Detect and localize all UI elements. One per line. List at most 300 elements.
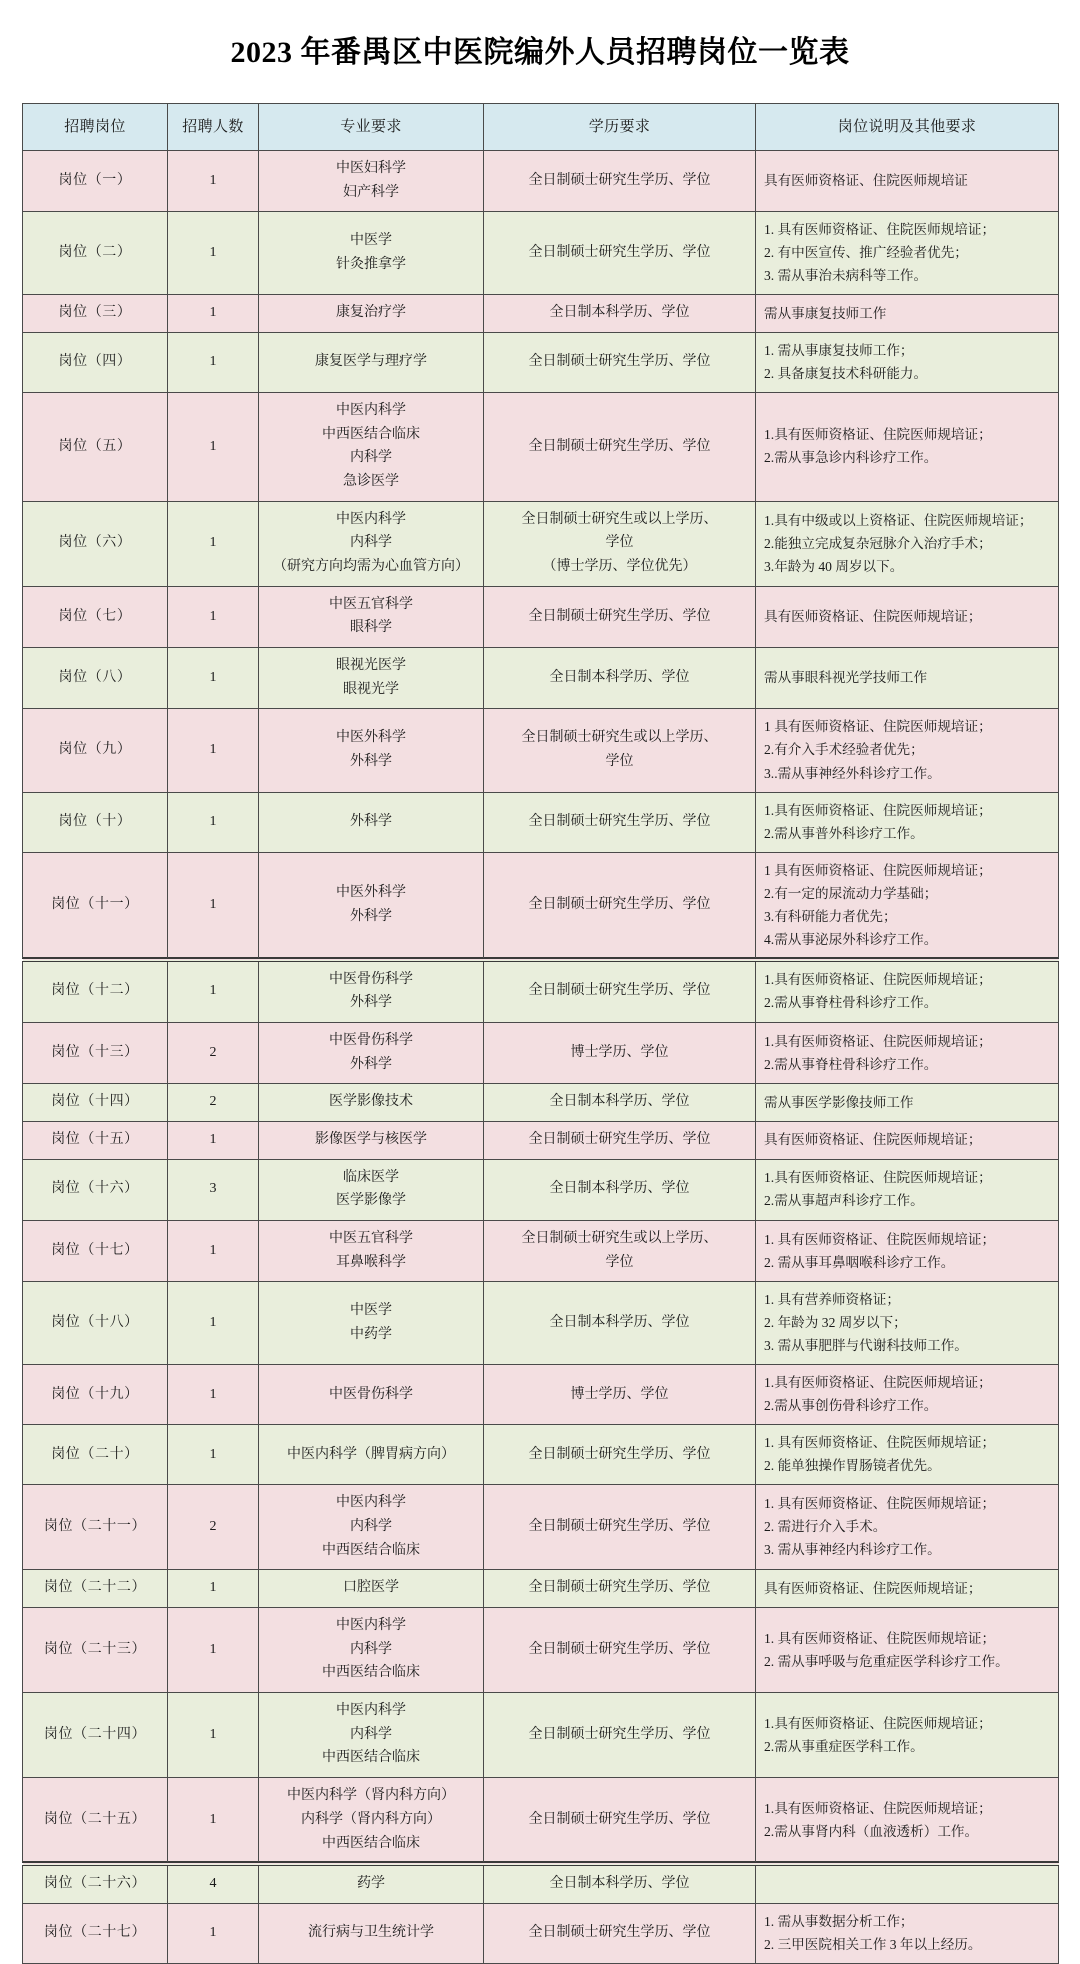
- column-header-post: 招聘岗位: [23, 103, 168, 150]
- recruitment-positions-table: [22, 103, 1059, 1964]
- cell-headcount: 1: [168, 393, 259, 502]
- note-line: 具有医师资格证、住院医师规培证；: [764, 1580, 982, 1596]
- cell-notes-other-requirements: [756, 1220, 1059, 1281]
- table-row: [23, 1159, 1059, 1220]
- cell-education-requirement: [484, 1864, 756, 1903]
- cell-education-requirement: [484, 1121, 756, 1159]
- major-line: 影像医学与核医学: [315, 1131, 427, 1147]
- cell-education-requirement: [484, 212, 756, 295]
- table-row: [23, 1485, 1059, 1570]
- note-line: 1. 需从事康复技师工作；: [764, 343, 914, 359]
- cell-position-name: 岗位（五）: [23, 393, 168, 502]
- major-line: 中医骨伤科学: [329, 1386, 413, 1402]
- table-row: [23, 1425, 1059, 1485]
- cell-major-requirement: [259, 212, 484, 295]
- cell-position-name: 岗位（十七）: [23, 1220, 168, 1281]
- cell-education-requirement: [484, 1485, 756, 1570]
- note-line: 4.需从事泌尿外科诊疗工作。: [764, 931, 938, 947]
- note-line: 2.需从事普外科诊疗工作。: [764, 825, 924, 841]
- cell-position-name: 岗位（十九）: [23, 1365, 168, 1425]
- cell-major-requirement: [259, 852, 484, 960]
- cell-headcount: 1: [168, 1778, 259, 1865]
- cell-notes-other-requirements: [756, 1282, 1059, 1365]
- major-line: 中医内科学: [336, 403, 406, 419]
- cell-major-requirement: [259, 960, 484, 1023]
- education-line: 全日制本科学历、学位: [549, 669, 690, 685]
- education-line: 全日制硕士研究生学历、学位: [528, 438, 711, 454]
- cell-position-name: 岗位（六）: [23, 501, 168, 586]
- table-body: [23, 150, 1059, 1963]
- cell-education-requirement: [484, 1903, 756, 1963]
- cell-headcount: 1: [168, 1220, 259, 1281]
- cell-major-requirement: [259, 586, 484, 647]
- education-line: 全日制硕士研究生学历、学位: [528, 1580, 711, 1596]
- cell-major-requirement: [259, 150, 484, 211]
- major-line: 中西医结合临床: [322, 426, 420, 442]
- column-header-major: 专业要求: [259, 103, 484, 150]
- cell-major-requirement: [259, 393, 484, 502]
- education-line: 学位: [605, 535, 634, 551]
- note-line: 2.需从事创伤骨科诊疗工作。: [764, 1398, 938, 1414]
- table-row: [23, 393, 1059, 502]
- note-line: 1.具有医师资格证、住院医师规培证；: [764, 972, 992, 988]
- column-header-notes: 岗位说明及其他要求: [756, 103, 1059, 150]
- major-line: 内科学: [350, 1641, 392, 1657]
- table-row: [23, 1220, 1059, 1281]
- cell-notes-other-requirements: [756, 1693, 1059, 1778]
- cell-headcount: 1: [168, 1425, 259, 1485]
- major-line: 中西医结合临床: [322, 1665, 420, 1681]
- note-line: 具有医师资格证、住院医师规培证: [764, 173, 968, 189]
- table-container: [22, 103, 1058, 1964]
- note-line: 3.年龄为 40 周岁以下。: [764, 558, 904, 574]
- major-line: 内科学: [350, 450, 392, 466]
- cell-education-requirement: [484, 295, 756, 333]
- education-line: 全日制本科学历、学位: [549, 305, 690, 321]
- cell-headcount: 1: [168, 1693, 259, 1778]
- cell-major-requirement: [259, 1220, 484, 1281]
- cell-notes-other-requirements: [756, 1608, 1059, 1693]
- cell-position-name: 岗位（十六）: [23, 1159, 168, 1220]
- cell-education-requirement: [484, 1365, 756, 1425]
- cell-education-requirement: [484, 960, 756, 1023]
- education-line: 全日制硕士研究生学历、学位: [528, 1446, 711, 1462]
- note-line: 2. 有中医宣传、推广经验者优先；: [764, 245, 968, 261]
- note-line: 1. 具有医师资格证、住院医师规培证；: [764, 1435, 996, 1451]
- cell-headcount: 1: [168, 295, 259, 333]
- major-line: 中医内科学: [336, 511, 406, 527]
- major-line: 耳鼻喉科学: [336, 1254, 406, 1270]
- cell-notes-other-requirements: [756, 586, 1059, 647]
- education-line: 全日制硕士研究生学历、学位: [528, 354, 711, 370]
- cell-headcount: 1: [168, 501, 259, 586]
- education-line: 全日制硕士研究生学历、学位: [528, 245, 711, 261]
- education-line: （博士学历、学位优先）: [542, 559, 697, 575]
- cell-notes-other-requirements: [756, 648, 1059, 709]
- table-row: [23, 586, 1059, 647]
- major-line: 康复治疗学: [336, 305, 406, 321]
- cell-position-name: 岗位（二十二）: [23, 1570, 168, 1608]
- cell-major-requirement: [259, 1365, 484, 1425]
- major-line: （研究方向均需为心血管方向）: [273, 559, 469, 575]
- cell-notes-other-requirements: [756, 1365, 1059, 1425]
- note-line: 2.需从事超声科诊疗工作。: [764, 1193, 924, 1209]
- major-line: 医学影像技术: [329, 1094, 413, 1110]
- major-line: 内科学: [350, 1519, 392, 1535]
- note-line: 3.有科研能力者优先；: [764, 908, 897, 924]
- note-line: 2. 能单独操作胃肠镜者优先。: [764, 1458, 941, 1474]
- education-line: 全日制硕士研究生或以上学历、: [521, 1230, 718, 1246]
- education-line: 全日制本科学历、学位: [549, 1181, 690, 1197]
- cell-notes-other-requirements: [756, 1084, 1059, 1122]
- major-line: 医学影像学: [336, 1193, 406, 1209]
- cell-education-requirement: [484, 333, 756, 393]
- major-line: 中医内科学: [336, 1618, 406, 1634]
- cell-position-name: 岗位（三）: [23, 295, 168, 333]
- note-line: 1.具有医师资格证、住院医师规培证；: [764, 427, 992, 443]
- cell-major-requirement: [259, 1282, 484, 1365]
- major-line: 中医五官科学: [329, 596, 413, 612]
- note-line: 具有医师资格证、住院医师规培证；: [764, 1132, 982, 1148]
- table-row: [23, 648, 1059, 709]
- major-line: 内科学: [350, 535, 392, 551]
- cell-major-requirement: [259, 1903, 484, 1963]
- cell-headcount: 1: [168, 960, 259, 1023]
- cell-education-requirement: [484, 150, 756, 211]
- cell-position-name: 岗位（一）: [23, 150, 168, 211]
- table-row: [23, 1365, 1059, 1425]
- education-line: 全日制硕士研究生学历、学位: [528, 813, 711, 829]
- note-line: 2.能独立完成复杂冠脉介入治疗手术；: [764, 535, 992, 551]
- major-line: 外科学: [350, 995, 392, 1011]
- cell-education-requirement: [484, 1608, 756, 1693]
- major-line: 急诊医学: [343, 474, 399, 490]
- table-row: [23, 852, 1059, 960]
- column-header-edu: 学历要求: [484, 103, 756, 150]
- cell-education-requirement: [484, 1693, 756, 1778]
- cell-headcount: 1: [168, 212, 259, 295]
- note-line: 2. 年龄为 32 周岁以下；: [764, 1315, 907, 1331]
- cell-major-requirement: [259, 1425, 484, 1485]
- education-line: 全日制硕士研究生学历、学位: [528, 1641, 711, 1657]
- cell-position-name: 岗位（二十六）: [23, 1864, 168, 1903]
- column-header-count: 招聘人数: [168, 103, 259, 150]
- table-row: [23, 1022, 1059, 1083]
- note-line: 1. 具有医师资格证、住院医师规培证；: [764, 1231, 996, 1247]
- education-line: 学位: [605, 753, 634, 769]
- cell-education-requirement: [484, 1022, 756, 1083]
- cell-notes-other-requirements: [756, 1022, 1059, 1083]
- cell-position-name: 岗位（十一）: [23, 852, 168, 960]
- cell-notes-other-requirements: [756, 150, 1059, 211]
- note-line: 2.有一定的尿流动力学基础；: [764, 885, 938, 901]
- cell-position-name: 岗位（十三）: [23, 1022, 168, 1083]
- major-line: 中医学: [350, 1303, 392, 1319]
- note-line: 1.具有医师资格证、住院医师规培证；: [764, 802, 992, 818]
- cell-major-requirement: [259, 1121, 484, 1159]
- education-line: 博士学历、学位: [570, 1044, 669, 1060]
- cell-major-requirement: [259, 1485, 484, 1570]
- cell-position-name: 岗位（二十七）: [23, 1903, 168, 1963]
- cell-major-requirement: [259, 1864, 484, 1903]
- note-line: 2.需从事肾内科（血液透析）工作。: [764, 1823, 979, 1839]
- cell-position-name: 岗位（七）: [23, 586, 168, 647]
- note-line: 2.需从事急诊内科诊疗工作。: [764, 450, 938, 466]
- cell-headcount: 4: [168, 1864, 259, 1903]
- education-line: 全日制硕士研究生学历、学位: [528, 983, 711, 999]
- note-line: 2. 需从事耳鼻咽喉科诊疗工作。: [764, 1254, 955, 1270]
- education-line: 博士学历、学位: [570, 1386, 669, 1402]
- cell-position-name: 岗位（九）: [23, 709, 168, 792]
- table-row: [23, 1693, 1059, 1778]
- major-line: 眼科学: [350, 620, 392, 636]
- cell-headcount: 1: [168, 792, 259, 852]
- cell-headcount: 3: [168, 1159, 259, 1220]
- major-line: 康复医学与理疗学: [315, 354, 427, 370]
- table-row: [23, 792, 1059, 852]
- cell-position-name: 岗位（二十三）: [23, 1608, 168, 1693]
- table-row: [23, 709, 1059, 792]
- note-line: 1 具有医师资格证、住院医师规培证；: [764, 862, 992, 878]
- cell-position-name: 岗位（四）: [23, 333, 168, 393]
- note-line: 1. 具有医师资格证、住院医师规培证；: [764, 222, 996, 238]
- cell-notes-other-requirements: [756, 792, 1059, 852]
- cell-headcount: 1: [168, 1121, 259, 1159]
- table-row: [23, 1608, 1059, 1693]
- education-line: 全日制硕士研究生学历、学位: [528, 1519, 711, 1535]
- cell-notes-other-requirements: [756, 212, 1059, 295]
- major-line: 眼视光学: [343, 681, 399, 697]
- major-line: 临床医学: [343, 1169, 399, 1185]
- note-line: 2. 具备康复技术科研能力。: [764, 366, 928, 382]
- cell-headcount: 1: [168, 709, 259, 792]
- cell-headcount: 2: [168, 1485, 259, 1570]
- page-title: 2023 年番禺区中医院编外人员招聘岗位一览表: [230, 36, 850, 70]
- note-line: 3. 需从事治未病科等工作。: [764, 268, 928, 284]
- education-line: 全日制硕士研究生学历、学位: [528, 608, 711, 624]
- major-line: 流行病与卫生统计学: [308, 1925, 434, 1941]
- note-line: 2. 三甲医院相关工作 3 年以上经历。: [764, 1936, 982, 1952]
- cell-notes-other-requirements: [756, 501, 1059, 586]
- table-row: [23, 1864, 1059, 1903]
- cell-major-requirement: [259, 1159, 484, 1220]
- cell-major-requirement: [259, 709, 484, 792]
- cell-notes-other-requirements: [756, 709, 1059, 792]
- note-line: 1. 需从事数据分析工作；: [764, 1913, 914, 1929]
- major-line: 中医骨伤科学: [329, 971, 413, 987]
- cell-position-name: 岗位（十五）: [23, 1121, 168, 1159]
- education-line: 全日制本科学历、学位: [549, 1094, 690, 1110]
- education-line: 全日制本科学历、学位: [549, 1315, 690, 1331]
- cell-headcount: 1: [168, 586, 259, 647]
- cell-notes-other-requirements: [756, 333, 1059, 393]
- table-row: [23, 212, 1059, 295]
- major-line: 中药学: [350, 1326, 392, 1342]
- cell-education-requirement: [484, 792, 756, 852]
- cell-headcount: 2: [168, 1084, 259, 1122]
- cell-position-name: 岗位（二十四）: [23, 1693, 168, 1778]
- table-row: [23, 295, 1059, 333]
- cell-major-requirement: [259, 792, 484, 852]
- table-row: [23, 960, 1059, 1023]
- major-line: 中医内科学（脾胃病方向）: [287, 1446, 455, 1462]
- cell-notes-other-requirements: [756, 1159, 1059, 1220]
- cell-position-name: 岗位（二十）: [23, 1425, 168, 1485]
- cell-education-requirement: [484, 1159, 756, 1220]
- education-line: 全日制硕士研究生学历、学位: [528, 172, 711, 188]
- cell-major-requirement: [259, 501, 484, 586]
- table-header: [23, 103, 1059, 150]
- education-line: 学位: [605, 1254, 634, 1270]
- note-line: 需从事康复技师工作: [764, 305, 887, 321]
- major-line: 中医学: [350, 233, 392, 249]
- cell-education-requirement: [484, 1084, 756, 1122]
- note-line: 2.需从事脊柱骨科诊疗工作。: [764, 1056, 938, 1072]
- note-line: 2.需从事脊柱骨科诊疗工作。: [764, 995, 938, 1011]
- note-line: 1.具有医师资格证、住院医师规培证；: [764, 1715, 992, 1731]
- cell-position-name: 岗位（十）: [23, 792, 168, 852]
- page-root: [0, 20, 1080, 1952]
- cell-major-requirement: [259, 1608, 484, 1693]
- cell-headcount: 1: [168, 1570, 259, 1608]
- cell-major-requirement: [259, 1022, 484, 1083]
- cell-education-requirement: [484, 1778, 756, 1865]
- major-line: 内科学（肾内科方向）: [301, 1811, 441, 1827]
- major-line: 眼视光医学: [336, 658, 406, 674]
- major-line: 针灸推拿学: [336, 256, 406, 272]
- major-line: 中医内科学: [336, 1703, 406, 1719]
- major-line: 外科学: [350, 908, 392, 924]
- cell-position-name: 岗位（二十一）: [23, 1485, 168, 1570]
- major-line: 外科学: [350, 1056, 392, 1072]
- cell-notes-other-requirements: [756, 1903, 1059, 1963]
- cell-position-name: 岗位（八）: [23, 648, 168, 709]
- note-line: 2.有介入手术经验者优先；: [764, 742, 924, 758]
- note-line: 1.具有医师资格证、住院医师规培证；: [764, 1375, 992, 1391]
- note-line: 需从事眼科视光学技师工作: [764, 670, 928, 686]
- cell-education-requirement: [484, 709, 756, 792]
- note-line: 1. 具有营养师资格证；: [764, 1292, 900, 1308]
- major-line: 外科学: [350, 813, 392, 829]
- cell-major-requirement: [259, 295, 484, 333]
- cell-education-requirement: [484, 1282, 756, 1365]
- cell-headcount: 1: [168, 1282, 259, 1365]
- education-line: 全日制本科学历、学位: [549, 1876, 690, 1892]
- major-line: 中医骨伤科学: [329, 1032, 413, 1048]
- cell-major-requirement: [259, 648, 484, 709]
- cell-education-requirement: [484, 852, 756, 960]
- education-line: 全日制硕士研究生学历、学位: [528, 1811, 711, 1827]
- education-line: 全日制硕士研究生学历、学位: [528, 1726, 711, 1742]
- cell-education-requirement: [484, 1220, 756, 1281]
- table-row: [23, 1084, 1059, 1122]
- cell-major-requirement: [259, 1693, 484, 1778]
- note-line: 1 具有医师资格证、住院医师规培证；: [764, 719, 992, 735]
- note-line: 3. 需从事神经内科诊疗工作。: [764, 1542, 941, 1558]
- major-line: 中医外科学: [336, 884, 406, 900]
- cell-notes-other-requirements: [756, 1570, 1059, 1608]
- table-row: [23, 333, 1059, 393]
- cell-position-name: 岗位（二）: [23, 212, 168, 295]
- note-line: 1. 具有医师资格证、住院医师规培证；: [764, 1496, 996, 1512]
- table-row: [23, 1903, 1059, 1963]
- cell-education-requirement: [484, 586, 756, 647]
- cell-education-requirement: [484, 501, 756, 586]
- cell-headcount: 2: [168, 1022, 259, 1083]
- cell-headcount: 1: [168, 648, 259, 709]
- note-line: 1. 具有医师资格证、住院医师规培证；: [764, 1630, 996, 1646]
- cell-major-requirement: [259, 1570, 484, 1608]
- cell-position-name: 岗位（二十五）: [23, 1778, 168, 1865]
- cell-headcount: 1: [168, 150, 259, 211]
- table-row: [23, 1570, 1059, 1608]
- table-row: [23, 1282, 1059, 1365]
- education-line: 全日制硕士研究生或以上学历、: [521, 511, 718, 527]
- note-line: 2. 需进行介入手术。: [764, 1519, 887, 1535]
- major-line: 口腔医学: [343, 1580, 399, 1596]
- major-line: 中医外科学: [336, 730, 406, 746]
- cell-notes-other-requirements: [756, 960, 1059, 1023]
- cell-major-requirement: [259, 1778, 484, 1865]
- major-line: 中医妇科学: [336, 160, 406, 176]
- major-line: 内科学: [350, 1726, 392, 1742]
- table-row: [23, 1121, 1059, 1159]
- cell-education-requirement: [484, 648, 756, 709]
- note-line: 1.具有医师资格证、住院医师规培证；: [764, 1033, 992, 1049]
- cell-notes-other-requirements: [756, 1864, 1059, 1903]
- table-header-row: [23, 103, 1059, 150]
- note-line: 2. 需从事呼吸与危重症医学科诊疗工作。: [764, 1653, 1009, 1669]
- cell-education-requirement: [484, 1425, 756, 1485]
- cell-major-requirement: [259, 333, 484, 393]
- note-line: 1.具有中级或以上资格证、住院医师规培证；: [764, 512, 1033, 528]
- cell-education-requirement: [484, 1570, 756, 1608]
- cell-major-requirement: [259, 1084, 484, 1122]
- cell-position-name: 岗位（十二）: [23, 960, 168, 1023]
- major-line: 中西医结合临床: [322, 1542, 420, 1558]
- note-line: 具有医师资格证、住院医师规培证；: [764, 608, 982, 624]
- cell-notes-other-requirements: [756, 852, 1059, 960]
- note-line: 需从事医学影像技师工作: [764, 1094, 914, 1110]
- note-line: 2.需从事重症医学科工作。: [764, 1738, 924, 1754]
- major-line: 中西医结合临床: [322, 1835, 420, 1851]
- major-line: 中医内科学: [336, 1495, 406, 1511]
- major-line: 药学: [357, 1876, 385, 1892]
- table-row: [23, 501, 1059, 586]
- education-line: 全日制硕士研究生学历、学位: [528, 896, 711, 912]
- cell-notes-other-requirements: [756, 1485, 1059, 1570]
- note-line: 1.具有医师资格证、住院医师规培证；: [764, 1170, 992, 1186]
- note-line: 1.具有医师资格证、住院医师规培证；: [764, 1800, 992, 1816]
- major-line: 中医五官科学: [329, 1230, 413, 1246]
- note-line: 3. 需从事肥胖与代谢科技师工作。: [764, 1338, 968, 1354]
- cell-headcount: 1: [168, 1903, 259, 1963]
- cell-notes-other-requirements: [756, 393, 1059, 502]
- education-line: 全日制硕士研究生学历、学位: [528, 1131, 711, 1147]
- education-line: 全日制硕士研究生或以上学历、: [521, 730, 718, 746]
- major-line: 外科学: [350, 753, 392, 769]
- table-row: [23, 1778, 1059, 1865]
- major-line: 中西医结合临床: [322, 1750, 420, 1766]
- education-line: 全日制硕士研究生学历、学位: [528, 1925, 711, 1941]
- cell-headcount: 1: [168, 333, 259, 393]
- cell-notes-other-requirements: [756, 1425, 1059, 1485]
- cell-position-name: 岗位（十四）: [23, 1084, 168, 1122]
- cell-notes-other-requirements: [756, 1121, 1059, 1159]
- major-line: 中医内科学（肾内科方向）: [287, 1788, 455, 1804]
- cell-headcount: 1: [168, 1608, 259, 1693]
- cell-headcount: 1: [168, 852, 259, 960]
